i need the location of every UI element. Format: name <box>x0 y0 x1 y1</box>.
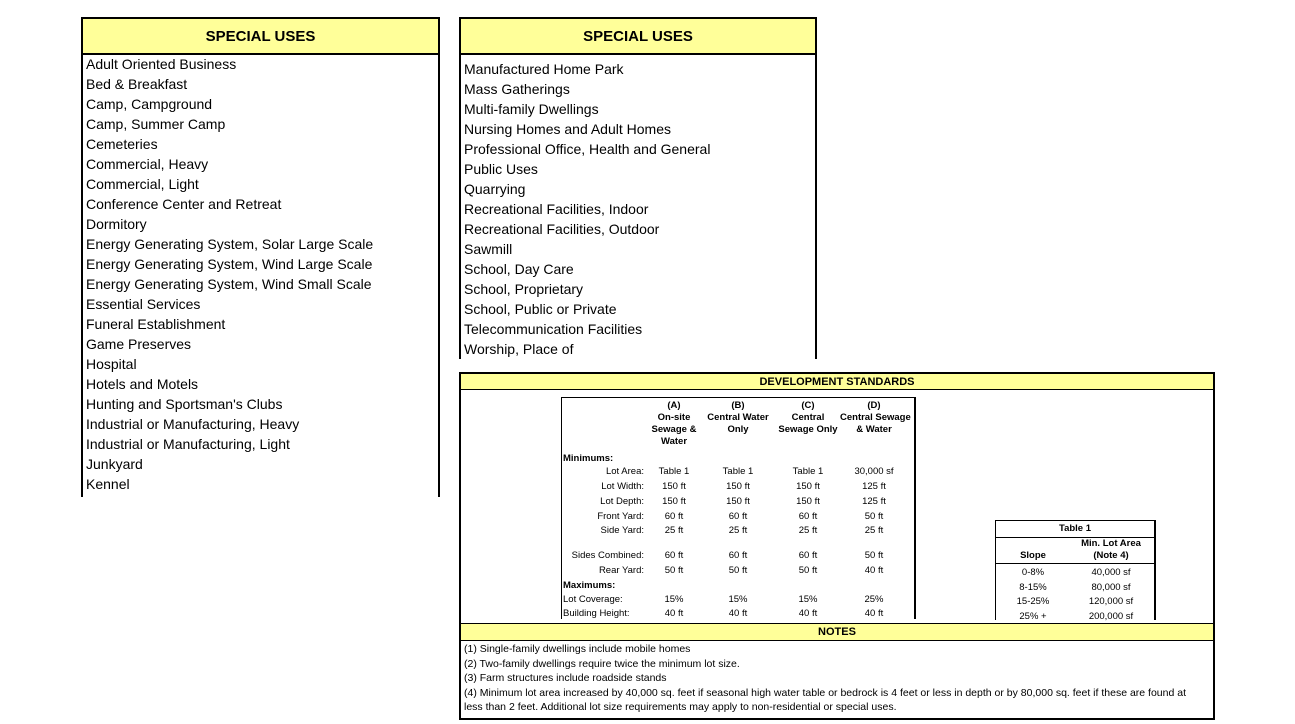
standard-value: 60 ft <box>728 550 748 561</box>
special-use-item: Industrial or Manufacturing, Light <box>86 436 290 452</box>
special-use-item: Adult Oriented Business <box>86 56 237 72</box>
special-use-item: Commercial, Light <box>86 176 199 192</box>
standard-row-label: Rear Yard: <box>598 565 644 576</box>
standard-value: 150 ft <box>726 481 750 492</box>
special-use-item: Energy Generating System, Solar Large Scale <box>86 236 374 252</box>
special-use-item: Nursing Homes and Adult Homes <box>464 121 671 137</box>
standard-value: 40 ft <box>728 608 748 619</box>
standard-value: 50 ft <box>728 565 748 576</box>
special-use-item: Dormitory <box>86 216 147 232</box>
special-use-item: Sawmill <box>464 241 513 257</box>
standard-value: Table 1 <box>658 466 690 477</box>
standard-value: 25 ft <box>728 525 748 536</box>
special-use-item: School, Day Care <box>464 261 574 277</box>
notes-header <box>461 623 1213 641</box>
standard-value: Table 1 <box>792 466 824 477</box>
special-use-item: Public Uses <box>464 161 538 177</box>
dev-standards-header <box>461 374 1213 390</box>
special-use-item: Game Preserves <box>86 336 192 352</box>
standard-value: 50 ft <box>864 550 884 561</box>
column-heading-line: Water <box>660 436 688 447</box>
dev-standards-header-text: DEVELOPMENT STANDARDS <box>759 376 915 388</box>
standard-value: 15% <box>798 594 818 605</box>
standard-value: 50 ft <box>664 565 684 576</box>
standard-value: 25% <box>864 594 884 605</box>
note-item: (2) Two-family dwellings require twice the minimum lot size. <box>464 657 740 670</box>
standard-value: 50 ft <box>798 565 818 576</box>
column-letter: (D) <box>867 400 881 411</box>
column-heading <box>774 400 842 436</box>
development-standards-box <box>459 372 1215 720</box>
standard-value: 25 ft <box>798 525 818 536</box>
standard-value: 60 ft <box>798 511 818 522</box>
column-heading-line: Central Water <box>707 412 769 423</box>
notes-header-text: NOTES <box>818 626 856 638</box>
table-1-area: 200,000 sf <box>1088 610 1134 622</box>
table-1-area-head-line1: Min. Lot Area <box>1081 538 1141 549</box>
column-heading-line: Central Sewage <box>840 412 911 423</box>
special-use-item: Manufactured Home Park <box>464 61 624 77</box>
standard-value: Table 1 <box>722 466 754 477</box>
special-use-item: Hunting and Sportsman's Clubs <box>86 396 283 412</box>
note-item: (1) Single-family dwellings include mobile homes <box>464 643 691 655</box>
standard-row-label: Lot Width: <box>601 481 644 492</box>
right-panel-header-text: SPECIAL USES <box>583 28 693 45</box>
column-heading <box>704 400 772 436</box>
table-1-title: Table 1 <box>1058 523 1092 534</box>
standard-value: 150 ft <box>726 496 750 507</box>
standard-value: 150 ft <box>662 496 686 507</box>
special-use-item: Hospital <box>86 356 137 372</box>
column-heading-line: Sewage & <box>651 424 697 435</box>
left-panel-right-border <box>438 17 440 497</box>
standard-row-label: Lot Area: <box>605 466 644 477</box>
standard-value: 60 ft <box>728 511 748 522</box>
special-use-item: Hotels and Motels <box>86 376 199 392</box>
standard-value: 15% <box>728 594 748 605</box>
note-item: (4) Minimum lot area increased by 40,000 sq. feet if seasonal high water table or bedrock is 4 feet or less in depth or by 80,000 sq. feet if these are found at less than 2 feet. Additional lot size requirements may apply to non-residential or special uses. <box>464 686 1186 713</box>
column-letter: (C) <box>801 400 815 411</box>
note-item: (3) Farm structures include roadside stands <box>464 672 667 684</box>
table-1-slope: 25% + <box>1019 610 1047 622</box>
standard-value: 30,000 sf <box>854 466 894 477</box>
standard-value: 40 ft <box>864 565 884 576</box>
column-heading-line: Only <box>727 424 749 435</box>
special-use-item: Professional Office, Health and General <box>464 141 711 157</box>
table-1-area: 80,000 sf <box>1091 581 1131 593</box>
maximums-label: Maximums: <box>563 580 616 591</box>
standard-row-label: Building Height: <box>563 608 630 619</box>
column-heading-line: Sewage Only <box>778 424 838 435</box>
standard-value: 60 ft <box>664 550 684 561</box>
special-use-item: Mass Gatherings <box>464 81 570 97</box>
special-use-item: Recreational Facilities, Indoor <box>464 201 649 217</box>
special-use-item: Quarrying <box>464 181 526 197</box>
table-1 <box>995 520 1156 620</box>
minimums-label: Minimums: <box>563 453 614 464</box>
left-panel-header <box>83 17 440 55</box>
special-use-item: Commercial, Heavy <box>86 156 209 172</box>
special-use-item: Energy Generating System, Wind Small Scale <box>86 276 372 292</box>
table-1-slope: 0-8% <box>1021 567 1045 578</box>
special-use-item: Multi-family Dwellings <box>464 101 599 117</box>
special-use-item: School, Proprietary <box>464 281 584 297</box>
standard-value: 150 ft <box>796 496 820 507</box>
special-use-item: Cemeteries <box>86 136 158 152</box>
left-special-uses-panel <box>81 17 440 497</box>
column-letter: (B) <box>731 400 745 411</box>
table-1-slope: 15-25% <box>1016 596 1050 607</box>
left-panel-header-text: SPECIAL USES <box>205 28 316 45</box>
special-use-item: Industrial or Manufacturing, Heavy <box>86 416 300 432</box>
table-1-area: 120,000 sf <box>1088 596 1134 607</box>
standard-row-label: Sides Combined: <box>571 550 644 561</box>
column-heading-line: Central <box>791 412 825 423</box>
special-use-item: Camp, Summer Camp <box>86 116 226 132</box>
column-heading-line: & Water <box>856 424 892 435</box>
column-heading-line: On-site <box>657 412 691 423</box>
table-1-slope-head: Slope <box>1020 550 1046 561</box>
right-panel-right-border <box>815 17 817 359</box>
special-use-item: Essential Services <box>86 296 201 312</box>
standard-row-label: Side Yard: <box>600 525 644 536</box>
standard-value: 40 ft <box>798 608 818 619</box>
standard-value: 60 ft <box>798 550 818 561</box>
standard-value: 150 ft <box>662 481 686 492</box>
column-heading <box>640 400 708 448</box>
column-letter: (A) <box>667 400 681 411</box>
table-1-area: 40,000 sf <box>1091 567 1131 578</box>
standard-value: 50 ft <box>864 511 884 522</box>
special-use-item: Bed & Breakfast <box>86 76 188 92</box>
standard-value: 125 ft <box>862 496 886 507</box>
special-use-item: Conference Center and Retreat <box>86 196 282 212</box>
special-use-item: School, Public or Private <box>464 301 617 317</box>
standard-row-label: Front Yard: <box>597 511 644 522</box>
table-1-area-head <box>1068 538 1154 562</box>
special-use-item: Telecommunication Facilities <box>464 321 643 337</box>
standard-row-label: Lot Depth: <box>600 496 644 507</box>
special-use-item: Camp, Campground <box>86 96 213 112</box>
standard-value: 125 ft <box>862 481 886 492</box>
standard-value: 60 ft <box>664 511 684 522</box>
standard-value: 40 ft <box>864 608 884 619</box>
standard-value: 40 ft <box>664 608 684 619</box>
column-heading <box>840 400 911 436</box>
standard-value: 25 ft <box>664 525 684 536</box>
standard-value: 150 ft <box>796 481 820 492</box>
standard-value: 25 ft <box>864 525 884 536</box>
special-use-item: Funeral Establishment <box>86 316 226 332</box>
standards-table <box>561 397 916 619</box>
right-panel-header <box>461 17 817 55</box>
special-use-item: Kennel <box>86 476 130 492</box>
right-special-uses-panel <box>459 17 817 359</box>
table-1-area-head-line2: (Note 4) <box>1093 550 1129 561</box>
standard-value: 15% <box>664 594 684 605</box>
table-1-slope: 8-15% <box>1019 581 1047 593</box>
table-1-head-rule <box>996 563 1154 564</box>
special-use-item: Energy Generating System, Wind Large Scale <box>86 256 373 272</box>
special-use-item: Recreational Facilities, Outdoor <box>464 221 660 237</box>
standard-row-label: Lot Coverage: <box>563 594 623 605</box>
special-use-item: Junkyard <box>86 456 143 472</box>
special-use-item: Worship, Place of <box>464 341 574 357</box>
